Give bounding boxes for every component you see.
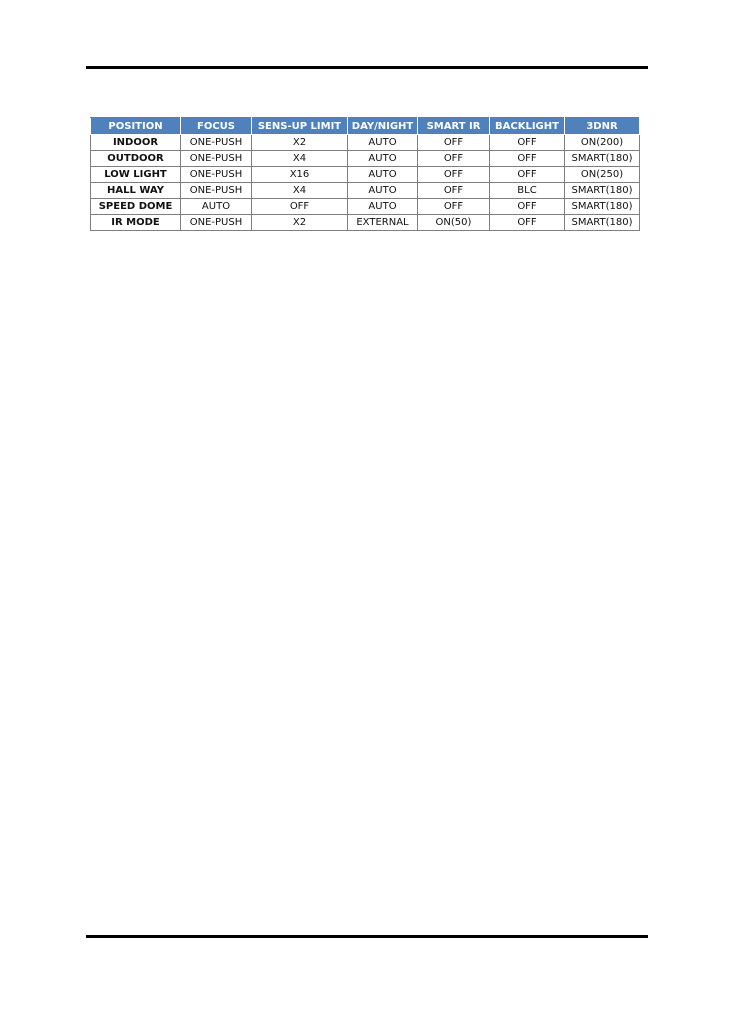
cell-sens-up-limit: X4 bbox=[252, 183, 348, 199]
table-row bbox=[91, 199, 640, 215]
cell-3dnr: SMART(180) bbox=[565, 199, 640, 215]
column-header-focus: FOCUS bbox=[181, 118, 252, 135]
cell-backlight: OFF bbox=[490, 199, 565, 215]
cell-position: LOW LIGHT bbox=[91, 167, 181, 183]
table-row bbox=[91, 135, 640, 151]
cell-position: OUTDOOR bbox=[91, 151, 181, 167]
cell-day-night: EXTERNAL bbox=[348, 215, 418, 231]
cell-position: HALL WAY bbox=[91, 183, 181, 199]
cell-day-night: AUTO bbox=[348, 183, 418, 199]
column-header-day-night: DAY/NIGHT bbox=[348, 118, 418, 135]
cell-focus: AUTO bbox=[181, 199, 252, 215]
table-row bbox=[91, 167, 640, 183]
header-rule bbox=[86, 66, 648, 69]
preset-settings-table bbox=[90, 117, 640, 231]
cell-sens-up-limit: X2 bbox=[252, 135, 348, 151]
cell-backlight: OFF bbox=[490, 151, 565, 167]
cell-backlight: BLC bbox=[490, 183, 565, 199]
cell-3dnr: ON(250) bbox=[565, 167, 640, 183]
column-header-position: POSITION bbox=[91, 118, 181, 135]
cell-smart-ir: OFF bbox=[418, 151, 490, 167]
table-row bbox=[91, 183, 640, 199]
cell-smart-ir: OFF bbox=[418, 167, 490, 183]
table-header-row bbox=[91, 118, 640, 135]
table-row bbox=[91, 215, 640, 231]
cell-day-night: AUTO bbox=[348, 199, 418, 215]
column-header-backlight: BACKLIGHT bbox=[490, 118, 565, 135]
table-row bbox=[91, 151, 640, 167]
cell-3dnr: SMART(180) bbox=[565, 215, 640, 231]
cell-smart-ir: OFF bbox=[418, 183, 490, 199]
cell-day-night: AUTO bbox=[348, 167, 418, 183]
cell-3dnr: SMART(180) bbox=[565, 183, 640, 199]
cell-3dnr: ON(200) bbox=[565, 135, 640, 151]
cell-backlight: OFF bbox=[490, 167, 565, 183]
cell-focus: ONE-PUSH bbox=[181, 135, 252, 151]
cell-sens-up-limit: X16 bbox=[252, 167, 348, 183]
cell-focus: ONE-PUSH bbox=[181, 167, 252, 183]
cell-focus: ONE-PUSH bbox=[181, 183, 252, 199]
cell-smart-ir: OFF bbox=[418, 199, 490, 215]
cell-focus: ONE-PUSH bbox=[181, 215, 252, 231]
column-header-smart-ir: SMART IR bbox=[418, 118, 490, 135]
cell-smart-ir: ON(50) bbox=[418, 215, 490, 231]
cell-day-night: AUTO bbox=[348, 135, 418, 151]
cell-day-night: AUTO bbox=[348, 151, 418, 167]
column-header-3dnr: 3DNR bbox=[565, 118, 640, 135]
cell-3dnr: SMART(180) bbox=[565, 151, 640, 167]
cell-focus: ONE-PUSH bbox=[181, 151, 252, 167]
cell-position: INDOOR bbox=[91, 135, 181, 151]
cell-sens-up-limit: X2 bbox=[252, 215, 348, 231]
cell-sens-up-limit: OFF bbox=[252, 199, 348, 215]
column-header-sens-up-limit: SENS-UP LIMIT bbox=[252, 118, 348, 135]
cell-sens-up-limit: X4 bbox=[252, 151, 348, 167]
footer-rule bbox=[86, 935, 648, 938]
cell-backlight: OFF bbox=[490, 135, 565, 151]
cell-position: SPEED DOME bbox=[91, 199, 181, 215]
cell-backlight: OFF bbox=[490, 215, 565, 231]
cell-smart-ir: OFF bbox=[418, 135, 490, 151]
cell-position: IR MODE bbox=[91, 215, 181, 231]
